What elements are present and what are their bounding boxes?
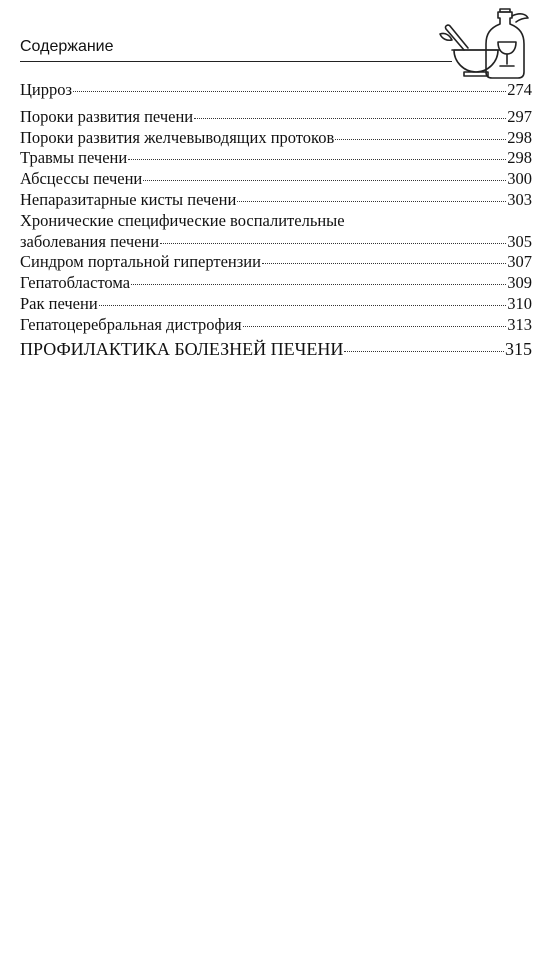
toc-entry-title: Гепатоцеребральная дистрофия xyxy=(20,314,242,334)
toc-entry-hepatocerebral-dystrophy[interactable] xyxy=(20,315,532,336)
leader-dots xyxy=(194,118,506,119)
pharmacy-vessels-icon xyxy=(438,4,534,80)
leader-dots xyxy=(99,305,507,306)
toc-page-number: 303 xyxy=(507,189,532,209)
toc-page-number: 315 xyxy=(505,338,532,359)
leader-dots xyxy=(131,284,506,285)
toc-entry-nonparasitic-cysts[interactable] xyxy=(20,190,532,211)
toc-entry-title: Цирроз xyxy=(20,80,73,99)
toc-entry-title: Рак печени xyxy=(20,293,98,313)
toc-entry-portal-hypertension[interactable] xyxy=(20,252,532,273)
toc-page-number: 310 xyxy=(507,293,532,313)
toc-entry-liver-malformations[interactable] xyxy=(20,107,532,128)
toc-page-number: 298 xyxy=(507,127,532,147)
leader-dots xyxy=(143,180,506,181)
toc-entry-title: Гепатобластома xyxy=(20,273,131,293)
toc-entry-title: Синдром портальной гипертензии xyxy=(20,252,261,272)
leader-dots xyxy=(73,91,506,92)
toc-entry-title: заболевания печени xyxy=(20,231,160,251)
leader-dots xyxy=(160,243,506,244)
toc-page-number: 300 xyxy=(507,169,532,189)
toc-entry-title: Пороки развития печени xyxy=(20,106,194,126)
toc-entry-liver-cancer[interactable] xyxy=(20,294,532,315)
toc-entry-title: Непаразитарные кисты печени xyxy=(20,189,237,209)
toc-page-number: 297 xyxy=(507,106,532,126)
toc-page-number: 313 xyxy=(507,314,532,334)
toc-entry-bile-duct-malformations[interactable] xyxy=(20,128,532,149)
toc-entry-liver-disease-prevention[interactable] xyxy=(20,339,532,360)
toc-entry-liver-injuries[interactable] xyxy=(20,148,532,169)
leader-dots xyxy=(128,159,506,160)
toc-entry-title: ПРОФИЛАКТИКА БОЛЕЗНЕЙ ПЕЧЕНИ xyxy=(20,338,344,359)
running-header: Содержание xyxy=(20,38,114,55)
toc-page-number: 274 xyxy=(507,80,532,99)
leader-dots xyxy=(335,139,506,140)
toc-page-number: 309 xyxy=(507,273,532,293)
table-of-contents xyxy=(20,80,532,359)
toc-entry-title-line1: Хронические специфические воспалительные xyxy=(20,210,345,230)
leader-dots xyxy=(262,263,506,264)
leader-dots xyxy=(344,351,504,352)
toc-entry-title: Травмы печени xyxy=(20,148,128,168)
header-rule xyxy=(20,61,452,62)
toc-page-number: 307 xyxy=(507,252,532,272)
toc-page-number: 298 xyxy=(507,148,532,168)
toc-page-number: 305 xyxy=(507,231,532,251)
toc-entry-hepatoblastoma[interactable] xyxy=(20,273,532,294)
toc-entry-liver-abscesses[interactable] xyxy=(20,169,532,190)
toc-entry-title: Абсцессы печени xyxy=(20,169,143,189)
toc-entry-title: Пороки развития желчевыводящих протоков xyxy=(20,127,335,147)
toc-entry-chronic-inflammatory[interactable] xyxy=(20,232,532,253)
leader-dots xyxy=(237,201,506,202)
toc-entry-cirrhosis[interactable] xyxy=(20,80,532,101)
leader-dots xyxy=(243,326,507,327)
